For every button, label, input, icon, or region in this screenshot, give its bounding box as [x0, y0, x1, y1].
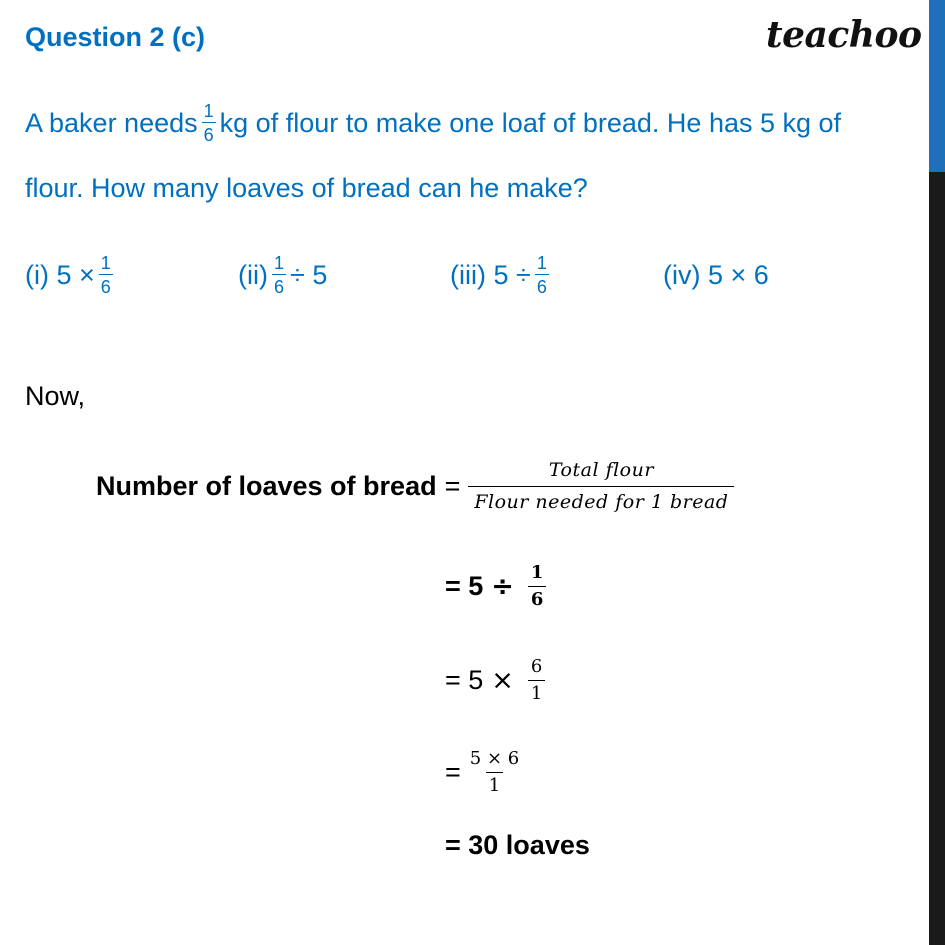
formula-fraction [468, 458, 734, 513]
step-fraction [467, 747, 522, 796]
option-fraction [272, 254, 286, 296]
fraction-denominator: 6 [272, 274, 286, 296]
option-label: (iii) 5 ÷ [450, 259, 531, 290]
option-label: (iv) 5 × 6 [663, 259, 769, 290]
option-suffix: ÷ 5 [290, 259, 328, 290]
formula-lhs: Number of loaves of bread [96, 470, 437, 501]
solution-answer [445, 828, 590, 862]
solution-step-3 [445, 742, 522, 802]
divide-operator: ÷ [491, 570, 514, 602]
fraction-numerator: 5 × 6 [469, 747, 520, 769]
solution-step-2 [445, 650, 545, 710]
question-text-c: flour. How many loaves of bread can he make? [25, 172, 588, 203]
question-fraction [202, 102, 216, 144]
scrollbar[interactable] [929, 0, 945, 945]
option-i [25, 248, 117, 302]
solution-step-1 [445, 556, 546, 616]
fraction-denominator: 6 [99, 274, 113, 296]
fraction-numerator: 1 [100, 253, 111, 273]
question-line-2 [25, 168, 588, 208]
question-title: Question 2 (c) [25, 22, 206, 52]
fraction-numerator: 1 [536, 253, 547, 273]
option-iii [450, 248, 553, 302]
option-fraction [535, 254, 549, 296]
step-prefix: = 5 [445, 664, 484, 695]
question-text-b: kg of flour to make one loaf of bread. He has 5 kg of [219, 107, 842, 138]
step-prefix: = [445, 756, 461, 787]
step-prefix: = 5 [445, 570, 484, 601]
question-line-1 [25, 96, 841, 150]
option-label: (i) 5 × [25, 259, 95, 290]
fraction-numerator: 1 [203, 101, 214, 121]
option-label: (ii) [238, 259, 268, 290]
option-ii [238, 248, 327, 302]
step-fraction [528, 561, 547, 610]
fraction-numerator: 1 [530, 561, 544, 583]
answer-text: = 30 loaves [445, 829, 590, 860]
multiply-operator: × [491, 664, 514, 696]
fraction-denominator: 1 [528, 680, 545, 703]
option-fraction [99, 254, 113, 296]
fraction-numerator: 1 [273, 253, 284, 273]
teachoo-logo: teachoo [766, 14, 922, 56]
formula-line [96, 454, 734, 518]
option-iv [663, 248, 769, 302]
question-text-a: A baker needs [25, 107, 198, 138]
solution-intro: Now, [25, 381, 86, 411]
scrollbar-thumb[interactable] [929, 0, 945, 172]
fraction-denominator: 6 [528, 586, 547, 609]
fraction-denominator: 1 [486, 772, 503, 795]
fraction-denominator: 6 [202, 122, 216, 144]
fraction-denominator: 6 [535, 274, 549, 296]
step-fraction [528, 655, 545, 704]
fraction-numerator: 6 [530, 655, 543, 677]
formula-denominator: Flour needed for 1 bread [468, 486, 734, 512]
formula-equals: = [444, 470, 461, 501]
formula-numerator: Total flour [548, 458, 654, 481]
